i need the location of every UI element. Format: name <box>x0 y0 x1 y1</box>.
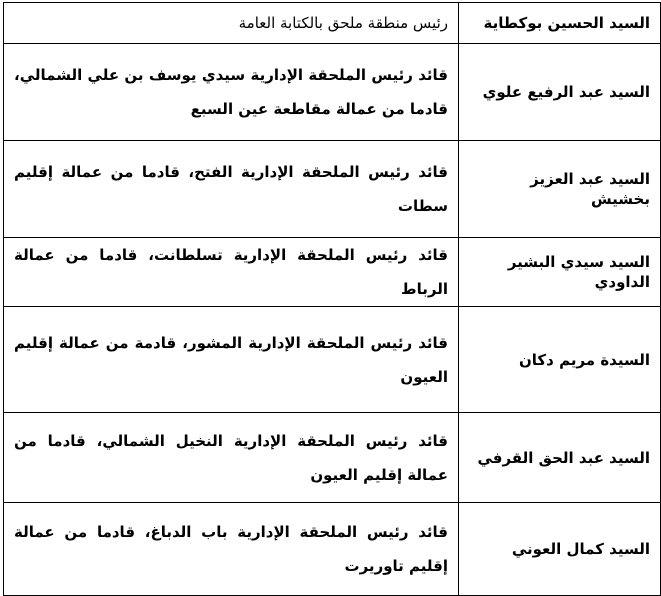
role-cell <box>4 44 459 141</box>
person-name: السيد سيدي البشير الداودي <box>507 253 650 291</box>
table-row <box>4 413 661 503</box>
appointments-table-body <box>4 3 661 596</box>
name-cell <box>459 413 661 503</box>
table-row <box>4 503 661 596</box>
person-name: السيد عبد الرفيع علوي <box>482 83 650 101</box>
role-text: قائد رئيس الملحقة الإدارية النخيل الشمالي، قادما من عمالة إقليم العيون <box>14 431 448 484</box>
role-cell <box>4 3 459 44</box>
name-cell <box>459 44 661 141</box>
person-name: السيد كمال العوني <box>511 540 650 558</box>
role-cell <box>4 307 459 413</box>
role-cell <box>4 141 459 238</box>
name-cell <box>459 238 661 307</box>
role-text: رئيس منطقة ملحق بالكتابة العامة <box>238 14 448 32</box>
role-cell <box>4 413 459 503</box>
role-text: قائد رئيس الملحقة الإدارية سيدي يوسف بن علي الشمالي، قادما من عمالة مقاطعة عين السبع <box>14 66 448 118</box>
role-text: قائد رئيس الملحقة الإدارية باب الدباغ، قادما من عمالة إقليم تاوريرت <box>14 523 448 575</box>
table-row <box>4 141 661 238</box>
name-cell <box>459 3 661 44</box>
role-cell <box>4 503 459 596</box>
name-cell <box>459 503 661 596</box>
table-row <box>4 44 661 141</box>
person-name: السيدة مريم دكان <box>519 350 650 369</box>
table-row <box>4 3 661 44</box>
table-row <box>4 238 661 307</box>
person-name: السيد الحسين بوكطاية <box>483 14 650 32</box>
appointments-table <box>3 2 661 596</box>
person-name: السيد عبد الحق القرفي <box>477 448 650 467</box>
role-text: قائد رئيس الملحقة الإدارية المشور، قادمة من عمالة إقليم العيون <box>14 333 448 386</box>
person-name: السيد عبد العزيز بخشيش <box>530 170 650 208</box>
name-cell <box>459 307 661 413</box>
role-cell <box>4 238 459 307</box>
role-text: قائد رئيس الملحقة الإدارية تسلطانت، قادما من عمالة الرباط <box>14 246 448 298</box>
table-row <box>4 307 661 413</box>
name-cell <box>459 141 661 238</box>
role-text: قائد رئيس الملحقة الإدارية الفتح، قادما من عمالة إقليم سطات <box>14 163 448 215</box>
